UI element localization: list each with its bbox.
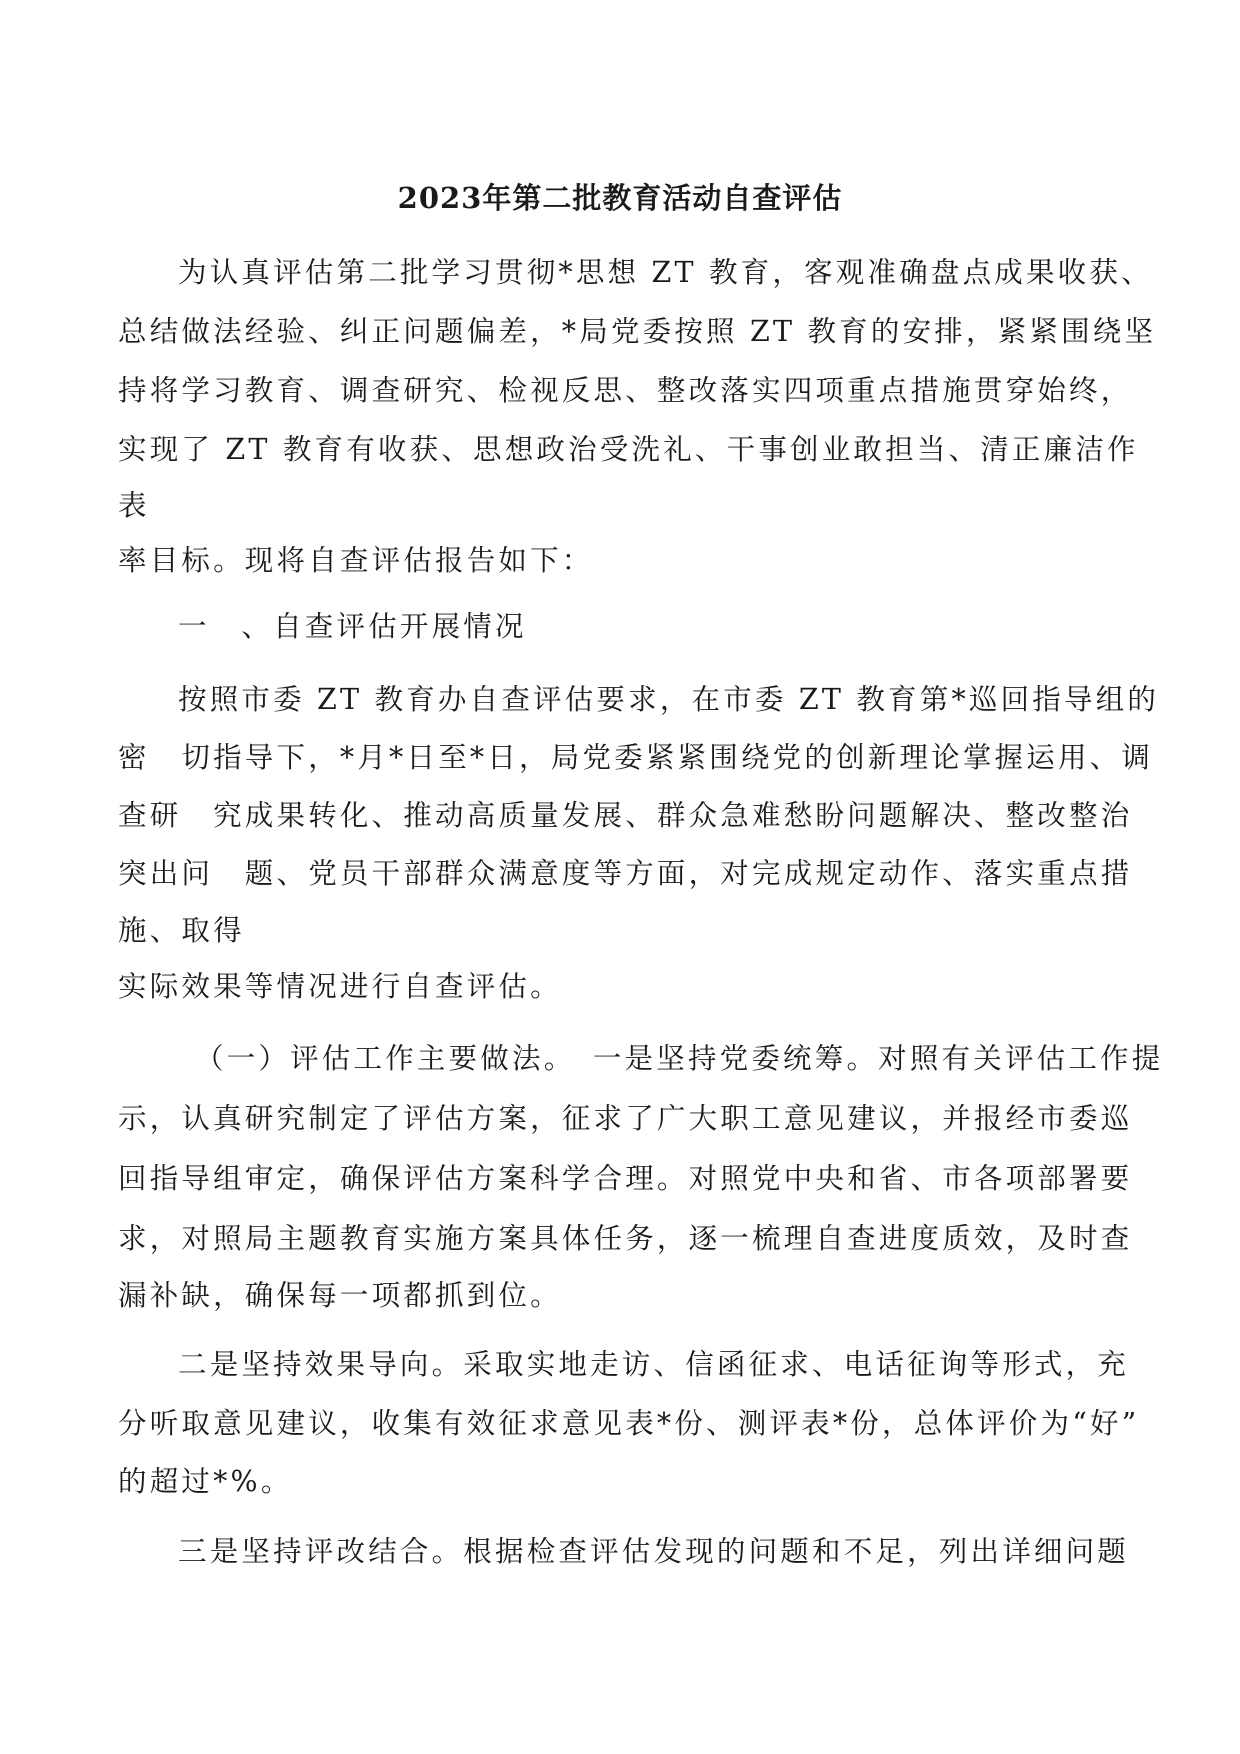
paragraph-line: 表 <box>118 489 150 522</box>
paragraph-line: 分听取意见建议，收集有效征求意见表*份、测评表*份，总体评价为“好” <box>118 1407 1140 1440</box>
paragraph-line: 示，认真研究制定了评估方案，征求了广大职工意见建议，并报经市委巡 <box>118 1102 1133 1135</box>
paragraph-line: 施、取得 <box>118 914 245 947</box>
paragraph-line: 为认真评估第二批学习贯彻*思想 ZT 教育，客观准确盘点成果收获、 <box>178 256 1153 289</box>
paragraph-line: 按照市委 ZT 教育办自查评估要求，在市委 ZT 教育第*巡回指导组的 <box>178 683 1160 716</box>
paragraph-line: 密 切指导下，*月*日至*日，局党委紧紧围绕党的创新理论掌握运用、调 <box>118 741 1154 774</box>
paragraph-line: 查研 究成果转化、推动高质量发展、群众急难愁盼问题解决、整改整治 <box>118 799 1133 832</box>
subsection-heading: （一）评估工作主要做法。 一是坚持党委统筹。对照有关评估工作提 <box>195 1042 1164 1075</box>
paragraph-line: 回指导组审定，确保评估方案科学合理。对照党中央和省、市各项部署要 <box>118 1162 1133 1195</box>
paragraph-line: 三是坚持评改结合。根据检查评估发现的问题和不足，列出详细问题 <box>178 1535 1130 1568</box>
paragraph-line: 漏补缺，确保每一项都抓到位。 <box>118 1279 562 1312</box>
paragraph-line: 突出问 题、党员干部群众满意度等方面，对完成规定动作、落实重点措 <box>118 857 1133 890</box>
paragraph-line: 持将学习教育、调查研究、检视反思、整改落实四项重点措施贯穿始终， <box>118 374 1133 407</box>
paragraph-line: 率目标。现将自查评估报告如下： <box>118 544 594 577</box>
paragraph-line: 的超过*%。 <box>118 1465 293 1498</box>
document-title: 2023年第二批教育活动自查评估 <box>397 181 843 215</box>
paragraph-line: 二是坚持效果导向。采取实地走访、信函征求、电话征询等形式，充 <box>178 1348 1130 1381</box>
section-heading: 一 、自查评估开展情况 <box>178 610 527 643</box>
paragraph-line: 总结做法经验、纠正问题偏差，*局党委按照 ZT 教育的安排，紧紧围绕坚 <box>118 315 1157 348</box>
paragraph-line: 求，对照局主题教育实施方案具体任务，逐一梳理自查进度质效，及时查 <box>118 1222 1133 1255</box>
paragraph-line: 实现了 ZT 教育有收获、思想政治受洗礼、干事创业敢担当、清正廉洁作 <box>118 433 1139 466</box>
paragraph-line: 实际效果等情况进行自查评估。 <box>118 970 562 1003</box>
